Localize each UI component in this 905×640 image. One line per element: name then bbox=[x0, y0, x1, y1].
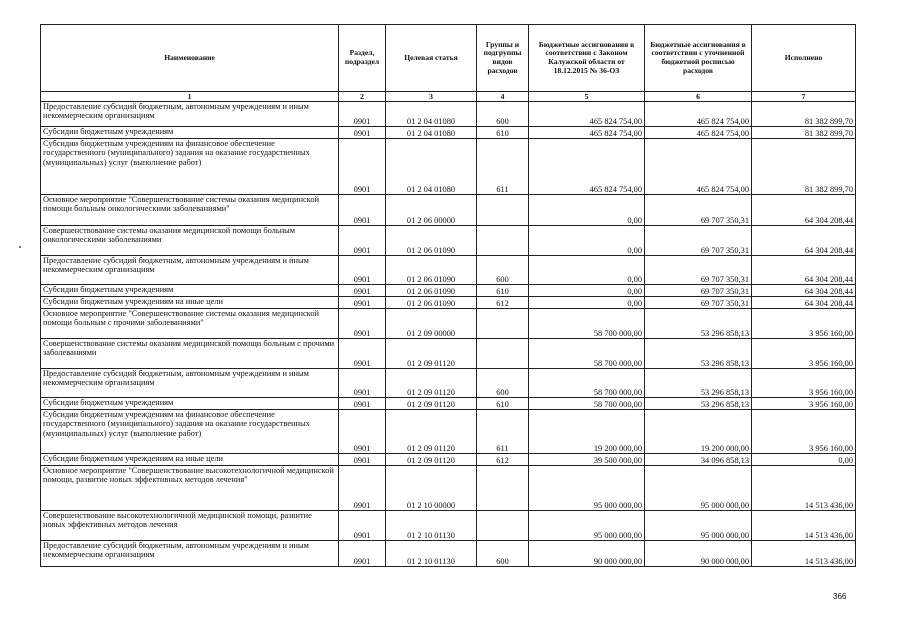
column-number: 5 bbox=[529, 92, 645, 102]
row-name-cell: Основное мероприятие "Совершенствование системы оказания медицинской помощи больным онкологическими заболеваниями" bbox=[41, 195, 339, 226]
header-target-article: Целевая статья bbox=[386, 25, 477, 92]
row-executed-cell: 14 513 436,00 bbox=[752, 511, 856, 541]
row-group-cell: 610 bbox=[477, 127, 529, 139]
row-name-cell: Совершенствование системы оказания медицинской помощи больным с прочими заболеваниями bbox=[41, 339, 339, 369]
row-target-cell: 01 2 04 01080 bbox=[386, 139, 477, 195]
row-name-cell: Субсидии бюджетным учреждениям на иные цели bbox=[41, 297, 339, 309]
row-group-cell: 612 bbox=[477, 297, 529, 309]
table-row bbox=[41, 511, 856, 541]
row-section-cell: 0901 bbox=[339, 139, 386, 195]
row-name-cell: Предоставление субсидий бюджетным, автономным учреждениям и иным некоммерческим организациям bbox=[41, 102, 339, 127]
row-group-cell: 600 bbox=[477, 102, 529, 127]
scan-artifact-dot bbox=[19, 246, 21, 248]
row-budget-cell: 0,00 bbox=[529, 195, 645, 226]
row-refined-cell: 53 296 858,13 bbox=[645, 309, 752, 339]
row-name-cell: Субсидии бюджетным учреждениям bbox=[41, 127, 339, 139]
row-group-cell: 612 bbox=[477, 454, 529, 466]
row-refined-cell: 53 296 858,13 bbox=[645, 398, 752, 410]
table-row bbox=[41, 127, 856, 139]
row-executed-cell: 3 956 160,00 bbox=[752, 309, 856, 339]
row-executed-cell: 64 304 208,44 bbox=[752, 285, 856, 297]
row-budget-cell: 58 700 000,00 bbox=[529, 369, 645, 398]
column-number: 6 bbox=[645, 92, 752, 102]
row-budget-cell: 0,00 bbox=[529, 226, 645, 256]
row-refined-cell: 95 000 000,00 bbox=[645, 511, 752, 541]
row-section-cell: 0901 bbox=[339, 511, 386, 541]
row-budget-cell: 95 000 000,00 bbox=[529, 511, 645, 541]
header-name: Наименование bbox=[41, 25, 339, 92]
table-row bbox=[41, 139, 856, 195]
row-group-cell: 611 bbox=[477, 410, 529, 454]
row-section-cell: 0901 bbox=[339, 127, 386, 139]
row-section-cell: 0901 bbox=[339, 398, 386, 410]
row-executed-cell: 64 304 208,44 bbox=[752, 297, 856, 309]
row-name-cell: Субсидии бюджетным учреждениям bbox=[41, 398, 339, 410]
row-section-cell: 0901 bbox=[339, 256, 386, 285]
table-row bbox=[41, 398, 856, 410]
row-group-cell bbox=[477, 466, 529, 511]
row-executed-cell: 3 956 160,00 bbox=[752, 339, 856, 369]
row-executed-cell: 81 382 899,70 bbox=[752, 127, 856, 139]
row-section-cell: 0901 bbox=[339, 541, 386, 567]
row-target-cell: 01 2 10 00000 bbox=[386, 466, 477, 511]
row-executed-cell: 3 956 160,00 bbox=[752, 369, 856, 398]
row-group-cell: 600 bbox=[477, 369, 529, 398]
row-name-cell: Предоставление субсидий бюджетным, автономным учреждениям и иным некоммерческим организациям bbox=[41, 541, 339, 567]
row-refined-cell: 90 000 000,00 bbox=[645, 541, 752, 567]
page-number: 366 bbox=[833, 592, 847, 601]
budget-table-sheet bbox=[40, 24, 855, 567]
row-budget-cell: 0,00 bbox=[529, 285, 645, 297]
row-executed-cell: 3 956 160,00 bbox=[752, 410, 856, 454]
row-target-cell: 01 2 09 01120 bbox=[386, 398, 477, 410]
row-target-cell: 01 2 09 01120 bbox=[386, 454, 477, 466]
row-executed-cell: 81 382 899,70 bbox=[752, 102, 856, 127]
column-number: 1 bbox=[41, 92, 339, 102]
row-group-cell: 611 bbox=[477, 139, 529, 195]
row-refined-cell: 465 824 754,00 bbox=[645, 102, 752, 127]
row-target-cell: 01 2 09 01120 bbox=[386, 410, 477, 454]
table-row bbox=[41, 466, 856, 511]
row-group-cell bbox=[477, 309, 529, 339]
row-executed-cell: 81 382 899,70 bbox=[752, 139, 856, 195]
row-executed-cell: 64 304 208,44 bbox=[752, 256, 856, 285]
row-target-cell: 01 2 09 01120 bbox=[386, 339, 477, 369]
row-section-cell: 0901 bbox=[339, 466, 386, 511]
row-name-cell: Субсидии бюджетным учреждениям на иные цели bbox=[41, 454, 339, 466]
row-refined-cell: 69 707 350,31 bbox=[645, 297, 752, 309]
column-number: 4 bbox=[477, 92, 529, 102]
column-number-row bbox=[41, 92, 856, 102]
row-group-cell bbox=[477, 339, 529, 369]
row-refined-cell: 95 000 000,00 bbox=[645, 466, 752, 511]
row-budget-cell: 39 500 000,00 bbox=[529, 454, 645, 466]
row-budget-cell: 0,00 bbox=[529, 297, 645, 309]
row-name-cell: Предоставление субсидий бюджетным, автономным учреждениям и иным некоммерческим организациям bbox=[41, 256, 339, 285]
row-section-cell: 0901 bbox=[339, 410, 386, 454]
header-section: Раздел, подраздел bbox=[339, 25, 386, 92]
row-executed-cell: 14 513 436,00 bbox=[752, 466, 856, 511]
header-expense-groups: Группы и подгруппы видов расходов bbox=[477, 25, 529, 92]
row-executed-cell: 64 304 208,44 bbox=[752, 226, 856, 256]
row-group-cell bbox=[477, 195, 529, 226]
row-refined-cell: 69 707 350,31 bbox=[645, 195, 752, 226]
row-target-cell: 01 2 06 01090 bbox=[386, 226, 477, 256]
table-row bbox=[41, 226, 856, 256]
row-group-cell bbox=[477, 226, 529, 256]
row-budget-cell: 58 700 000,00 bbox=[529, 309, 645, 339]
row-target-cell: 01 2 06 00000 bbox=[386, 195, 477, 226]
row-refined-cell: 69 707 350,31 bbox=[645, 285, 752, 297]
row-refined-cell: 19 200 000,00 bbox=[645, 410, 752, 454]
table-row bbox=[41, 102, 856, 127]
row-section-cell: 0901 bbox=[339, 369, 386, 398]
row-target-cell: 01 2 06 01090 bbox=[386, 256, 477, 285]
table-header-row bbox=[41, 25, 856, 92]
table-row bbox=[41, 541, 856, 567]
row-target-cell: 01 2 10 01130 bbox=[386, 541, 477, 567]
row-refined-cell: 53 296 858,13 bbox=[645, 339, 752, 369]
row-refined-cell: 69 707 350,31 bbox=[645, 226, 752, 256]
row-target-cell: 01 2 09 00000 bbox=[386, 309, 477, 339]
table-row bbox=[41, 454, 856, 466]
column-number: 2 bbox=[339, 92, 386, 102]
row-target-cell: 01 2 04 01080 bbox=[386, 127, 477, 139]
row-group-cell: 600 bbox=[477, 541, 529, 567]
header-executed: Исполнено bbox=[752, 25, 856, 92]
column-number: 7 bbox=[752, 92, 856, 102]
row-budget-cell: 0,00 bbox=[529, 256, 645, 285]
table-row bbox=[41, 285, 856, 297]
row-name-cell: Совершенствование системы оказания медицинской помощи больным онкологическими заболеваниями bbox=[41, 226, 339, 256]
row-section-cell: 0901 bbox=[339, 454, 386, 466]
table-row bbox=[41, 256, 856, 285]
row-budget-cell: 58 700 000,00 bbox=[529, 398, 645, 410]
row-budget-cell: 95 000 000,00 bbox=[529, 466, 645, 511]
row-section-cell: 0901 bbox=[339, 226, 386, 256]
table-row bbox=[41, 369, 856, 398]
row-section-cell: 0901 bbox=[339, 297, 386, 309]
row-section-cell: 0901 bbox=[339, 195, 386, 226]
row-group-cell: 600 bbox=[477, 256, 529, 285]
row-refined-cell: 53 296 858,13 bbox=[645, 369, 752, 398]
table-body bbox=[41, 102, 856, 567]
row-refined-cell: 465 824 754,00 bbox=[645, 127, 752, 139]
row-target-cell: 01 2 10 01130 bbox=[386, 511, 477, 541]
row-target-cell: 01 2 09 01120 bbox=[386, 369, 477, 398]
table-row bbox=[41, 410, 856, 454]
row-target-cell: 01 2 06 01090 bbox=[386, 297, 477, 309]
row-name-cell: Субсидии бюджетным учреждениям bbox=[41, 285, 339, 297]
row-section-cell: 0901 bbox=[339, 102, 386, 127]
row-budget-cell: 465 824 754,00 bbox=[529, 102, 645, 127]
row-name-cell: Субсидии бюджетным учреждениям на финансовое обеспечение государственного (муниципального) задания на оказание государственных (муниципальных) услуг (выполнение работ) bbox=[41, 139, 339, 195]
budget-execution-table bbox=[40, 24, 856, 567]
row-name-cell: Предоставление субсидий бюджетным, автономным учреждениям и иным некоммерческим организациям bbox=[41, 369, 339, 398]
row-section-cell: 0901 bbox=[339, 339, 386, 369]
row-refined-cell: 465 824 754,00 bbox=[645, 139, 752, 195]
row-budget-cell: 465 824 754,00 bbox=[529, 139, 645, 195]
table-row bbox=[41, 339, 856, 369]
row-budget-cell: 19 200 000,00 bbox=[529, 410, 645, 454]
row-target-cell: 01 2 06 01090 bbox=[386, 285, 477, 297]
row-executed-cell: 3 956 160,00 bbox=[752, 398, 856, 410]
header-budget-allocations: Бюджетные ассигнования в соответствии с Законом Калужской области от 18.12.2015 № 36-ОЗ bbox=[529, 25, 645, 92]
table-row bbox=[41, 297, 856, 309]
row-refined-cell: 69 707 350,31 bbox=[645, 256, 752, 285]
row-refined-cell: 34 096 858,13 bbox=[645, 454, 752, 466]
row-name-cell: Субсидии бюджетным учреждениям на финансовое обеспечение государственного (муниципального) задания на оказание государственных (муниципальных) услуг (выполнение работ) bbox=[41, 410, 339, 454]
table-row bbox=[41, 309, 856, 339]
row-group-cell bbox=[477, 511, 529, 541]
row-budget-cell: 58 700 000,00 bbox=[529, 339, 645, 369]
row-executed-cell: 64 304 208,44 bbox=[752, 195, 856, 226]
table-row bbox=[41, 195, 856, 226]
row-name-cell: Совершенствование высокотехнологичной медицинской помощи, развитие новых эффективных методов лечения bbox=[41, 511, 339, 541]
header-refined-allocations: Бюджетные ассигнования в соответствии с уточненной бюджетной росписью расходов bbox=[645, 25, 752, 92]
row-target-cell: 01 2 04 01080 bbox=[386, 102, 477, 127]
row-group-cell: 610 bbox=[477, 285, 529, 297]
row-executed-cell: 14 513 436,00 bbox=[752, 541, 856, 567]
row-name-cell: Основное мероприятие "Совершенствование высокотехнологичной медицинской помощи, развитие новых эффективных методов лечения" bbox=[41, 466, 339, 511]
row-group-cell: 610 bbox=[477, 398, 529, 410]
row-executed-cell: 0,00 bbox=[752, 454, 856, 466]
row-section-cell: 0901 bbox=[339, 309, 386, 339]
row-section-cell: 0901 bbox=[339, 285, 386, 297]
row-name-cell: Основное мероприятие "Совершенствование системы оказания медицинской помощи больным с прочими заболеваниями" bbox=[41, 309, 339, 339]
row-budget-cell: 90 000 000,00 bbox=[529, 541, 645, 567]
column-number: 3 bbox=[386, 92, 477, 102]
row-budget-cell: 465 824 754,00 bbox=[529, 127, 645, 139]
